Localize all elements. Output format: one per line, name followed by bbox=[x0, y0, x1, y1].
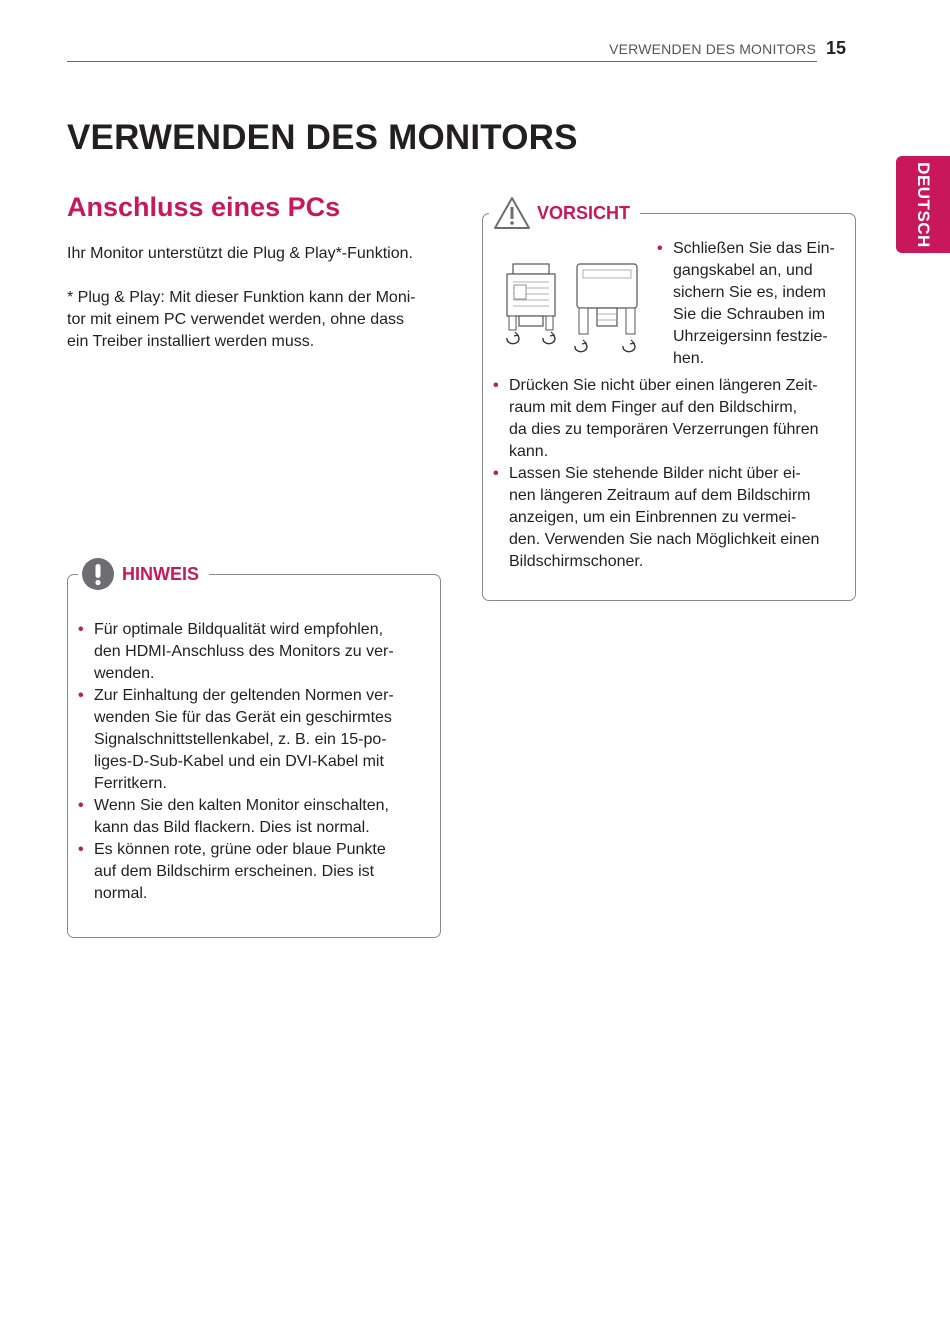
list-item: • Zur Einhaltung der geltenden Normen ver- wenden Sie für das Gerät ein geschirmtes Signalschnittstellenkabel, z. B. ein 15-po- liges-D-Sub-Kabel und ein DVI-Kabel mit Ferritkern. bbox=[68, 685, 428, 795]
note-box bbox=[67, 563, 441, 938]
caution-list bbox=[483, 375, 853, 573]
header-divider bbox=[67, 61, 817, 62]
intro-paragraph: Ihr Monitor unterstützt die Plug & Play*-Funktion. bbox=[67, 245, 413, 262]
list-item: • Schließen Sie das Ein- gangskabel an, und sichern Sie es, indem Sie die Schrauben im Uhrzeigersinn festzie- hen. bbox=[647, 238, 847, 370]
caution-first-list bbox=[647, 238, 847, 370]
note-label: HINWEIS bbox=[122, 563, 200, 584]
footnote-line: * Plug & Play: Mit dieser Funktion kann der Moni- bbox=[67, 289, 416, 306]
caution-label-group bbox=[489, 196, 640, 230]
caution-box bbox=[482, 202, 856, 601]
note-list bbox=[68, 619, 428, 905]
footnote-line: tor mit einem PC verwendet werden, ohne dass bbox=[67, 311, 405, 328]
list-item: • Wenn Sie den kalten Monitor einschalten, kann das Bild flackern. Dies ist normal. bbox=[68, 795, 428, 839]
list-item: • Drücken Sie nicht über einen längeren Zeit- raum mit dem Finger auf den Bildschirm, da dies zu temporären Verzerrungen führen kann. bbox=[483, 375, 853, 463]
dvi-connector-icon bbox=[571, 258, 643, 356]
list-item: • Lassen Sie stehende Bilder nicht über ei- nen längeren Zeitraum auf dem Bildschirm anzeigen, um ein Einbrennen zu vermei- den. Verwenden Sie nach Möglichkeit einen Bildschirmschoner. bbox=[483, 463, 853, 573]
page-number: 15 bbox=[826, 38, 847, 58]
note-label-group bbox=[78, 559, 209, 589]
caution-label: VORSICHT bbox=[537, 202, 631, 223]
list-item: • Für optimale Bildqualität wird empfohlen, den HDMI-Anschluss des Monitors zu ver- wenden. bbox=[68, 619, 428, 685]
footnote-line: ein Treiber installiert werden muss. bbox=[67, 333, 315, 350]
running-header: VERWENDEN DES MONITORS bbox=[609, 41, 816, 57]
warning-triangle-icon bbox=[493, 196, 531, 230]
list-item: • Es können rote, grüne oder blaue Punkte auf dem Bildschirm erscheinen. Dies ist normal. bbox=[68, 839, 428, 905]
dsub-connector-icon bbox=[501, 258, 561, 350]
language-tab-label: DEUTSCH bbox=[914, 161, 933, 248]
language-tab bbox=[896, 156, 950, 253]
page-title: VERWENDEN DES MONITORS bbox=[67, 118, 578, 157]
plug-and-play-footnote bbox=[67, 287, 437, 353]
exclamation-icon bbox=[82, 558, 114, 590]
section-heading: Anschluss eines PCs bbox=[67, 192, 341, 222]
